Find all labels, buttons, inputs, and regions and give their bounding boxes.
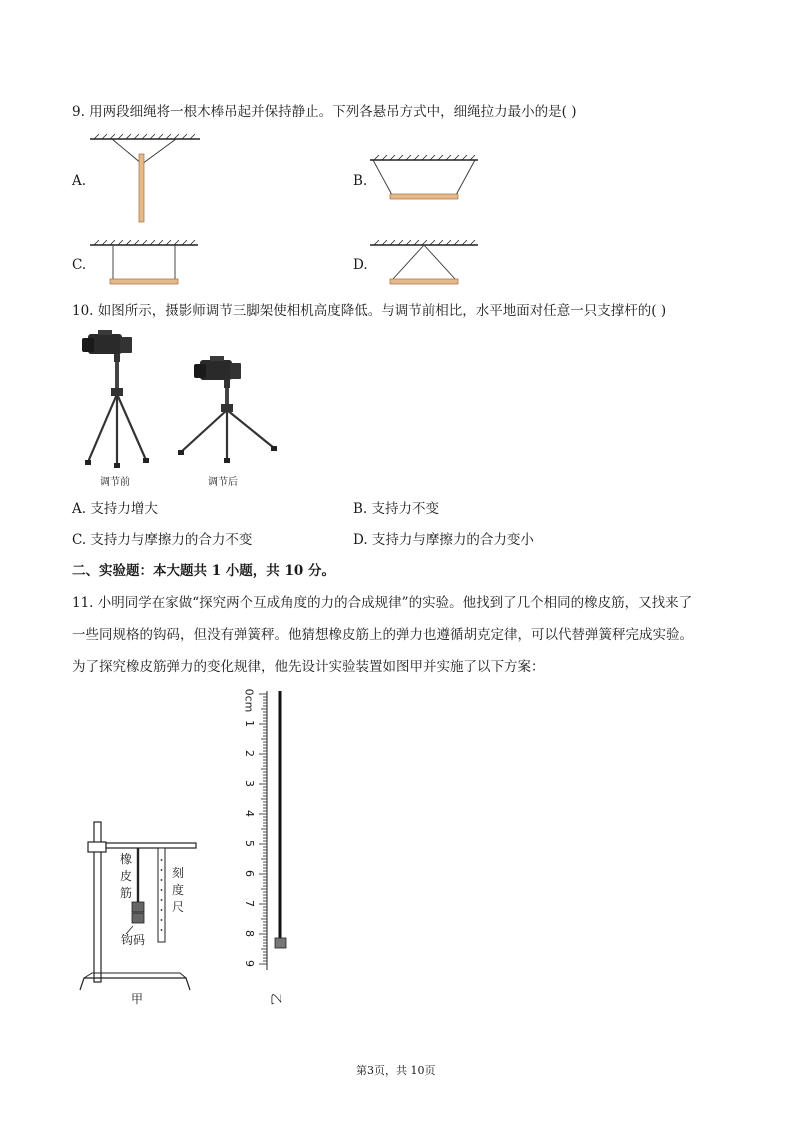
q10-option-a[interactable]: A. 支持力增大 (72, 501, 158, 517)
label-rubber-band-3: 筋 (120, 886, 133, 900)
q10-option-b[interactable]: B. 支持力不变 (353, 501, 440, 517)
tripod-after-figure (176, 352, 286, 467)
ruler-tick-9: 9 (243, 960, 256, 967)
q10-option-d[interactable]: D. 支持力与摩擦力的合力变小 (353, 532, 534, 548)
ruler-tick-7: 7 (243, 900, 256, 907)
q9-option-b-label[interactable]: B. (353, 173, 368, 189)
q11-line1: 11. 小明同学在家做“探究两个互成角度的力的合成规律”的实验。他找到了几个相同的橡皮筋，又找来了 (72, 595, 693, 611)
q9-option-a-label[interactable]: A. (72, 173, 87, 189)
label-hook-weight: 钩码 (121, 933, 146, 947)
q11-line2: 一些同规格的钩码，但没有弹簧秤。他猜想橡皮筋上的弹力也遵循胡克定律，可以代替弹簧秤完成实验。 (72, 627, 693, 643)
ruler-tick-8: 8 (243, 930, 256, 937)
q10-stem: 10. 如图所示，摄影师调节三脚架使相机高度降低。与调节前相比，水平地面对任意一只支撑杆的( ) (72, 303, 667, 319)
ruler-tick-5: 5 (243, 840, 256, 847)
q9-stem: 9. 用两段细绳将一根木棒吊起并保持静止。下列各悬吊方式中，细绳拉力最小的是( ) (72, 104, 577, 120)
q9-option-c-label[interactable]: C. (72, 257, 87, 273)
fig-jia-apparatus (78, 818, 203, 993)
caption-jia: 甲 (131, 992, 144, 1006)
q10-option-c[interactable]: C. 支持力与摩擦力的合力不变 (72, 532, 253, 548)
label-rubber-band-1: 橡 (120, 852, 133, 866)
q9-option-d-figure (370, 237, 485, 287)
section2-title: 二、实验题：本大题共 1 小题，共 10 分。 (72, 563, 335, 579)
ruler-tick-0: 0cm (242, 688, 256, 713)
label-ruler-1: 刻 (172, 866, 185, 880)
q9-option-a-figure (90, 132, 210, 227)
caption-before: 调节前 (100, 477, 130, 488)
ruler-tick-6: 6 (243, 870, 256, 877)
ruler-tick-2: 2 (243, 750, 256, 757)
label-ruler-3: 尺 (172, 900, 185, 914)
q9-option-d-label[interactable]: D. (353, 257, 368, 273)
q9-option-c-figure (90, 237, 205, 287)
label-ruler-2: 度 (172, 883, 185, 897)
ruler-tick-3: 3 (243, 780, 256, 787)
q11-line3: 为了探究橡皮筋弹力的变化规律，他先设计实验装置如图甲并实施了以下方案： (72, 659, 545, 675)
ruler-tick-1: 1 (243, 720, 256, 727)
caption-yi: 乙 (269, 992, 284, 1006)
q9-option-b-figure (370, 152, 485, 202)
page-footer: 第3页，共 10页 (356, 1064, 436, 1077)
ruler-tick-4: 4 (243, 810, 256, 817)
label-rubber-band-2: 皮 (120, 869, 133, 883)
tripod-before-figure (76, 328, 166, 473)
caption-after: 调节后 (208, 477, 238, 488)
